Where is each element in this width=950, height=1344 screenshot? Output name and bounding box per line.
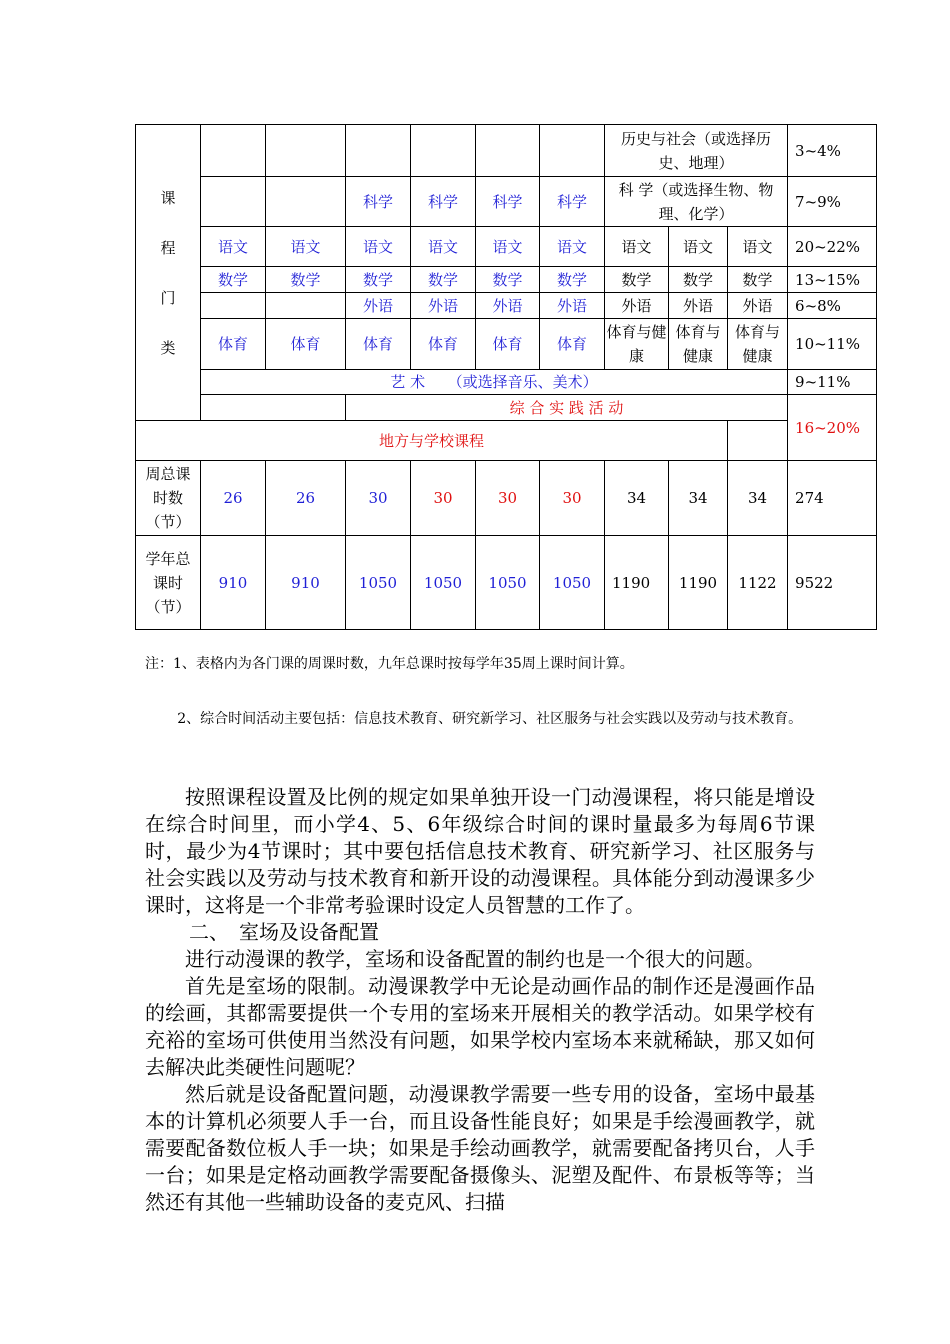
weekly-value: 34: [728, 461, 788, 536]
table-row: [136, 125, 877, 177]
section-heading: 二、 室场及设备配置: [189, 920, 379, 944]
yearly-value: 910: [201, 536, 266, 630]
table-row: [136, 293, 877, 319]
yearly-value: 910: [266, 536, 346, 630]
science-alt-cell: 科 学（或选择生物、物理、化学）: [605, 177, 788, 227]
foreign-cell: 外语: [411, 293, 476, 319]
yearly-value: 1050: [346, 536, 411, 630]
foreign-cell: 外语: [540, 293, 605, 319]
curriculum-table: [135, 124, 877, 630]
yearly-value: 1122: [728, 536, 788, 630]
math-cell: 数学: [669, 267, 728, 293]
weekly-label: 周总课时数（节）: [136, 461, 201, 536]
chinese-cell: 语文: [201, 227, 266, 267]
weekly-value: 26: [266, 461, 346, 536]
weekly-value: 34: [669, 461, 728, 536]
science-cell: 科学: [411, 177, 476, 227]
foreign-pct: 6~8%: [788, 293, 877, 319]
weekly-value: 30: [476, 461, 540, 536]
chinese-cell: 语文: [476, 227, 540, 267]
category-char: 类: [160, 338, 176, 357]
note-2: 2、综合时间活动主要包括：信息技术教育、研究新学习、社区服务与社会实践以及劳动与技术教育。: [177, 711, 803, 727]
yearly-value: 1050: [540, 536, 605, 630]
chinese-cell: 语文: [605, 227, 669, 267]
art-pct: 9~11%: [788, 370, 877, 395]
paragraph: 首先是室场的限制。动漫课教学中无论是动画作品的制作还是漫画作品的绘画，其都需要提供一个专用的室场来开展相关的教学活动。如果学校有充裕的室场可供使用当然没有问题，如果学校内室场本来就稀缺，那又如何去解决此类硬性问题呢？: [145, 974, 815, 1079]
science-pct: 7~9%: [788, 177, 877, 227]
history-cell: 历史与社会（或选择历史、地理）: [605, 125, 788, 177]
body-text: [145, 784, 815, 1216]
paragraph: 然后就是设备配置问题，动漫课教学需要一些专用的设备，室场中最基本的计算机必须要人手一台，而且设备性能良好；如果是手绘漫画教学，就需要配备数位板人手一块；如果是手绘动画教学，就需要配备拷贝台，人手一台；如果是定格动画教学需要配备摄像头、泥塑及配件、布景板等等；当然还有其他一些辅助设备的麦克风、扫描: [145, 1082, 815, 1214]
table-row: [136, 421, 877, 461]
yearly-value: 1050: [411, 536, 476, 630]
pe-cell: 体育: [201, 319, 266, 370]
category-char: 课: [160, 188, 176, 207]
weekly-value: 34: [605, 461, 669, 536]
yearly-value: 1050: [476, 536, 540, 630]
science-cell: 科学: [476, 177, 540, 227]
math-cell: 数学: [605, 267, 669, 293]
weekly-value: 26: [201, 461, 266, 536]
table-row: [136, 461, 877, 536]
table-row: [136, 177, 877, 227]
chinese-cell: 语文: [669, 227, 728, 267]
pe-health-cell: 体育与健康: [605, 319, 669, 370]
pe-health-cell: 体育与健康: [669, 319, 728, 370]
math-cell: 数学: [476, 267, 540, 293]
math-cell: 数学: [540, 267, 605, 293]
practice-pct: 16~20%: [788, 395, 877, 461]
science-cell: 科学: [346, 177, 411, 227]
pe-cell: 体育: [476, 319, 540, 370]
foreign-cell: 外语: [605, 293, 669, 319]
table-row: [136, 370, 877, 395]
table-row: [136, 319, 877, 370]
foreign-cell: 外语: [728, 293, 788, 319]
yearly-total: 9522: [788, 536, 877, 630]
table-row: [136, 536, 877, 630]
note-1: 注：1、表格内为各门课的周课时数，九年总课时按每学年35周上课时间计算。: [145, 656, 634, 672]
category-char: 门: [160, 288, 176, 307]
paragraph: 进行动漫课的教学，室场和设备配置的制约也是一个很大的问题。: [185, 947, 765, 971]
table-row: [136, 227, 877, 267]
foreign-cell: 外语: [346, 293, 411, 319]
art-cell: 艺 术 （或选择音乐、美术）: [201, 370, 788, 395]
math-cell: 数学: [728, 267, 788, 293]
chinese-pct: 20~22%: [788, 227, 877, 267]
foreign-cell: 外语: [669, 293, 728, 319]
yearly-value: 1190: [605, 536, 669, 630]
weekly-value: 30: [540, 461, 605, 536]
chinese-cell: 语文: [346, 227, 411, 267]
pe-cell: 体育: [540, 319, 605, 370]
pe-pct: 10~11%: [788, 319, 877, 370]
table-row: [136, 267, 877, 293]
yearly-value: 1190: [669, 536, 728, 630]
category-char: 程: [160, 238, 176, 257]
table-row: [136, 395, 877, 421]
chinese-cell: 语文: [411, 227, 476, 267]
pe-health-cell: 体育与健康: [728, 319, 788, 370]
pe-cell: 体育: [346, 319, 411, 370]
math-cell: 数学: [201, 267, 266, 293]
weekly-value: 30: [411, 461, 476, 536]
math-cell: 数学: [266, 267, 346, 293]
chinese-cell: 语文: [266, 227, 346, 267]
math-cell: 数学: [346, 267, 411, 293]
math-cell: 数学: [411, 267, 476, 293]
chinese-cell: 语文: [728, 227, 788, 267]
math-pct: 13~15%: [788, 267, 877, 293]
science-cell: 科学: [540, 177, 605, 227]
chinese-cell: 语文: [540, 227, 605, 267]
paragraph: 按照课程设置及比例的规定如果单独开设一门动漫课程，将只能是增设在综合时间里，而小学4、5、6年级综合时间的课时量最多为每周6节课时，最少为4节课时；其中要包括信息技术教育、研究新学习、社区服务与社会实践以及劳动与技术教育和新开设的动漫课程。具体能分到动漫课多少课时，这将是一个非常考验课时设定人员智慧的工作了。: [145, 785, 815, 917]
category-label-cell: [136, 125, 201, 421]
history-pct: 3~4%: [788, 125, 877, 177]
weekly-value: 30: [346, 461, 411, 536]
practice-cell: 综 合 实 践 活 动: [346, 395, 788, 421]
weekly-total: 274: [788, 461, 877, 536]
pe-cell: 体育: [266, 319, 346, 370]
yearly-label: 学年总课时（节）: [136, 536, 201, 630]
pe-cell: 体育: [411, 319, 476, 370]
local-course-cell: 地方与学校课程: [136, 421, 728, 461]
foreign-cell: 外语: [476, 293, 540, 319]
